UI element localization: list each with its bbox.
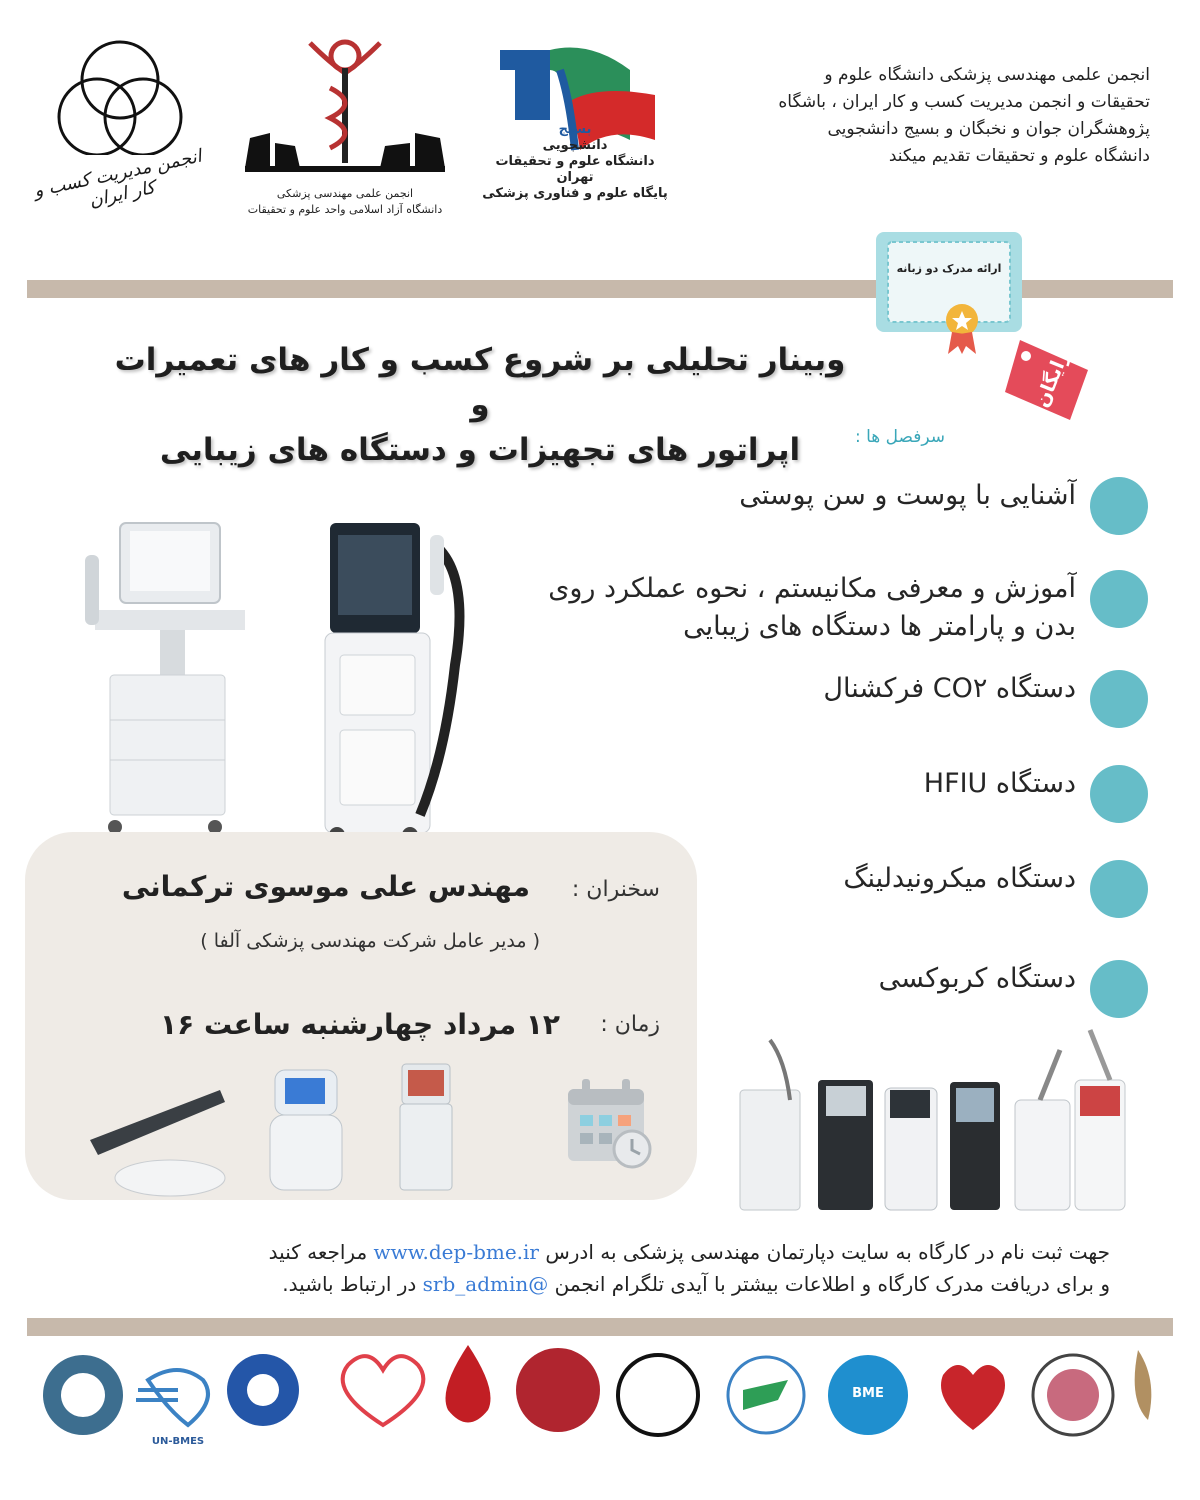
bullet-dot [1090, 860, 1148, 918]
topic-text: دستگاه میکرونیدلینگ [843, 863, 1076, 894]
topic-text: دستگاه کربوکسی [878, 963, 1076, 994]
bottom-divider [27, 1318, 1173, 1336]
topic-item [588, 670, 1148, 728]
website-link[interactable]: www.dep-bme.ir [373, 1240, 539, 1264]
machines-image [730, 1020, 1170, 1220]
telegram-link[interactable]: @srb_admin [422, 1272, 549, 1296]
topic-text: دستگاه CO۲ فرکشنال [823, 673, 1076, 704]
business-logo-calligraphy: انجمن مدیریت کسب و کار ایران [32, 145, 204, 212]
topic-item [588, 477, 1148, 535]
partner-logos-illustration [28, 1340, 1178, 1480]
free-tag [1000, 332, 1100, 428]
bullet-dot [1090, 670, 1148, 728]
business-association-logo [25, 35, 215, 235]
un-bmes-label: UN-BMES [151, 1436, 205, 1447]
registration-info [70, 1236, 1110, 1300]
title-line-1: وبینار تحلیلی بر شروع کسب و کار های تعمیرات و [114, 342, 846, 423]
topics-label: سرفصل ها : [854, 427, 945, 447]
caduceus-icon [230, 28, 460, 178]
basij-logo [480, 30, 680, 240]
bme-label: BME [852, 1386, 884, 1401]
webinar-title [100, 338, 860, 473]
topic-text: آشنایی با پوست و سن پوستی [739, 480, 1076, 511]
intro-line-1: انجمن علمی مهندسی پزشکی دانشگاه علوم و [824, 65, 1150, 85]
devices-illustration [75, 515, 485, 845]
basij-text-4: پایگاه علوم و فناوری پزشکی [482, 186, 668, 201]
small-devices-illustration [70, 1060, 470, 1200]
bullet-dot [1090, 570, 1148, 628]
basij-text-2: دانشجویی [542, 138, 608, 153]
basij-text-3: دانشگاه علوم و تحقیقات تهران [495, 154, 655, 185]
certificate-text: ارائه مدرک دو زبانه [896, 262, 1002, 275]
bullet-dot [1090, 765, 1148, 823]
time-label: زمان : [600, 1012, 660, 1037]
azad-text-1: انجمن علمی مهندسی پزشکی [276, 187, 414, 200]
registration-text-4: در ارتباط باشید. [282, 1272, 417, 1296]
topic-text: دستگاه HFIU [923, 768, 1076, 799]
bullet-dot [1090, 960, 1148, 1018]
calendar-icon [560, 1075, 660, 1175]
registration-line-1 [70, 1236, 1110, 1268]
speaker-role: ( مدیر عامل شرکت مهندسی پزشکی آلفا ) [200, 930, 540, 952]
topic-item [588, 765, 1148, 823]
time-value: ۱۲ مرداد چهارشنبه ساعت ۱۶ [160, 1008, 560, 1041]
intro-line-4: دانشگاه علوم و تحقیقات تقدیم میکند [888, 146, 1150, 166]
three-rings-icon [25, 35, 215, 155]
registration-text-2: مراجعه کنید [268, 1240, 368, 1264]
free-tag-text: رایگان [1030, 347, 1074, 411]
speaker-name: مهندس علی موسوی ترکمانی [121, 870, 530, 903]
machines-illustration [730, 1020, 1170, 1220]
registration-text-1: جهت ثبت نام در کارگاه به سایت دپارتمان مهندسی پزشکی به ادرس [545, 1240, 1110, 1264]
registration-line-2 [70, 1268, 1110, 1300]
intro-line-3: پژوهشگران جوان و نخبگان و بسیج دانشجویی [827, 119, 1150, 139]
azad-text-2: دانشگاه آزاد اسلامی واحد علوم و تحقیقات [247, 203, 443, 216]
partner-logos [28, 1340, 1178, 1480]
bullet-dot [1090, 477, 1148, 535]
topic-text: آموزش و معرفی مکانیستم ، نحوه عملکرد روی بدن و پارامتر ها دستگاه های زیبایی [548, 573, 1076, 642]
azad-bme-logo [230, 28, 460, 238]
intro-text [680, 62, 1150, 170]
registration-text-3: و برای دریافت مدرک کارگاه و اطلاعات بیشتر با آیدی تلگرام انجمن [554, 1272, 1110, 1296]
speaker-label: سخنران : [571, 877, 660, 902]
intro-line-2: تحقیقات و انجمن مدیریت کسب و کار ایران ، باشگاه [778, 92, 1150, 112]
title-line-2: اپراتور های تجهیزات و دستگاه های زیبایی [159, 432, 801, 468]
basij-text-1: بسیج [558, 122, 592, 137]
topic-item [528, 570, 1148, 646]
small-devices-image [70, 1060, 470, 1200]
beauty-devices-image [75, 515, 485, 845]
